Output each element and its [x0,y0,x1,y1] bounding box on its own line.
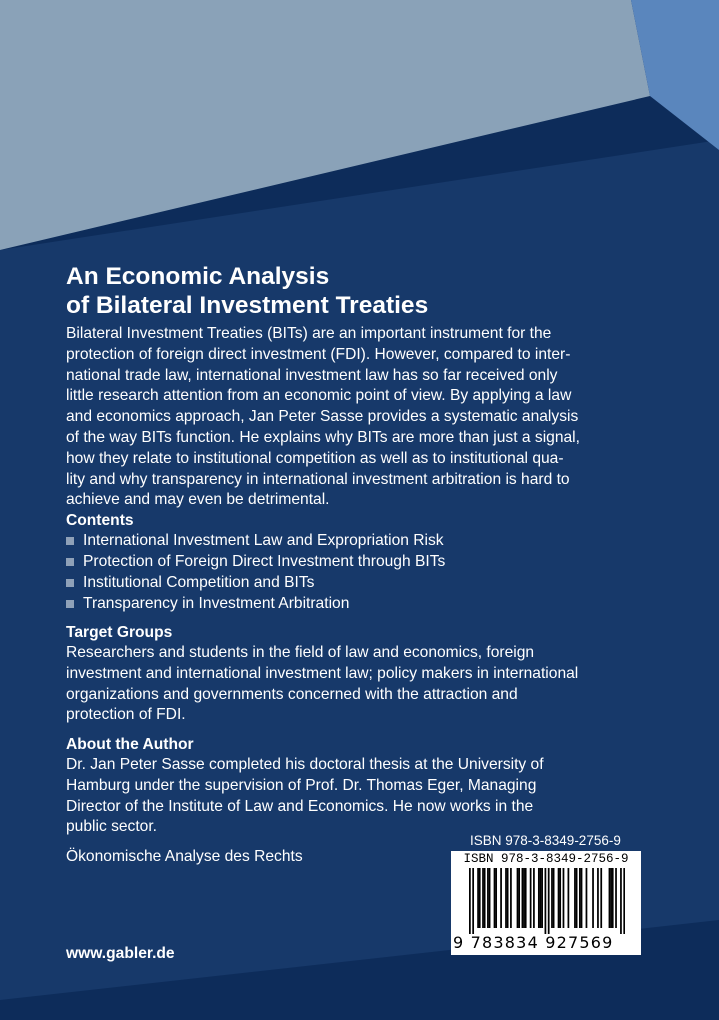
intro-line: national trade law, international investment law has so far received only [66,366,558,384]
book-title [66,262,666,320]
target-groups-line: organizations and governments concerned with the attraction and [66,685,518,703]
barcode [451,851,641,955]
barcode-bar [538,868,540,928]
barcode-bar [581,868,583,928]
target-groups-line: investment and international investment law; policy makers in international [66,664,579,682]
square-bullet-icon [66,558,74,566]
about-author-line: Director of the Institute of Law and Economics. He now works in the [66,797,534,815]
about-author-line: Hamburg under the supervision of Prof. Dr. Thomas Eger, Managing [66,776,537,794]
barcode-bar [612,868,614,928]
contents-item [66,551,626,572]
intro-line: achieve and may even be detrimental. [66,491,330,509]
barcode-isbn-text: ISBN 978-3-8349-2756-9 [463,852,629,866]
barcode-bar [568,868,570,928]
contents-item-label: Institutional Competition and BITs [83,574,315,591]
intro-line: little research attention from an economic point of view. By applying a law [66,387,572,405]
barcode-bar [576,868,578,928]
intro-line: protection of foreign direct investment (FDI). However, compared to inter- [66,345,571,363]
barcode-bars [469,868,625,934]
contents-list [66,530,626,614]
contents-item-label: Protection of Foreign Direct Investment through BITs [83,553,446,570]
barcode-bar [592,868,594,928]
barcode-bar [525,868,527,928]
barcode-bar [623,868,625,934]
barcode-bar [472,868,474,934]
contents-item-label: International Investment Law and Expropriation Risk [83,532,444,549]
intro-line: how they relate to institutional competition as well as to institutional qua- [66,449,564,467]
contents-item-label: Transparency in Investment Arbitration [83,595,350,612]
barcode-bar [541,868,543,928]
barcode-bar [530,868,532,928]
barcode-bar [615,868,617,928]
about-author-line: Dr. Jan Peter Sasse completed his doctoral thesis at the University of [66,756,544,773]
barcode-bar [610,868,612,928]
barcode-bar [482,868,484,928]
barcode-digits: 9 783834 927569 [453,933,614,952]
barcode-bar [563,868,565,928]
barcode-bar [540,868,542,928]
barcode-bar [489,868,491,928]
barcode-bar [597,868,599,928]
barcode-bar [579,868,581,928]
about-author-line: public sector. [66,818,158,836]
target-groups-text [66,643,626,726]
publisher-website: www.gabler.de [66,945,175,962]
square-bullet-icon [66,579,74,587]
contents-item [66,530,626,551]
barcode-bar [494,868,496,928]
barcode-bar [574,868,576,928]
barcode-bar [477,868,479,928]
isbn-label: ISBN 978-3-8349-2756-9 [470,833,621,848]
barcode-bar [500,868,502,928]
barcode-bar [558,868,560,928]
barcode-bar [523,868,525,928]
about-author-text [66,755,626,838]
intro-line: and economics approach, Jan Peter Sasse provides a systematic analysis [66,408,579,426]
about-author-heading: About the Author [66,736,194,753]
barcode-bar [553,868,555,928]
barcode-bar [484,868,486,928]
title-line-1: An Economic Analysis [66,263,330,290]
barcode-bar [505,868,507,928]
target-groups-heading: Target Groups [66,624,173,641]
barcode-bar [507,868,509,928]
contents-heading: Contents [66,512,134,529]
barcode-bar [586,868,588,928]
intro-line: lity and why transparency in international investment arbitration is hard to [66,470,570,488]
series-name: Ökonomische Analyse des Rechts [66,848,303,865]
barcode-bar [551,868,553,928]
barcode-bar [548,868,550,934]
intro-paragraph [66,324,626,511]
barcode-bar [533,868,535,928]
barcode-bar [600,868,602,928]
target-groups-line: Researchers and students in the field of law and economics, foreign [66,644,535,661]
barcode-bar [609,868,611,928]
barcode-bar [479,868,481,928]
intro-line: Bilateral Investment Treaties (BITs) are an important instrument for the [66,325,552,342]
contents-item [66,572,626,593]
barcode-bar [559,868,561,928]
target-groups-line: protection of FDI. [66,706,186,724]
square-bullet-icon [66,537,74,545]
barcode-bar [495,868,497,928]
intro-line: of the way BITs function. He explains why BITs are more than just a signal, [66,428,580,446]
barcode-bar [522,868,524,928]
barcode-bar [545,868,547,934]
barcode-bar [620,868,622,934]
contents-item [66,593,626,614]
barcode-bar [517,868,519,928]
barcode-bar [487,868,489,928]
barcode-bar [510,868,512,928]
barcode-bar [518,868,520,928]
barcode-bar [469,868,471,934]
title-line-2: of Bilateral Investment Treaties [66,292,429,319]
square-bullet-icon [66,600,74,608]
